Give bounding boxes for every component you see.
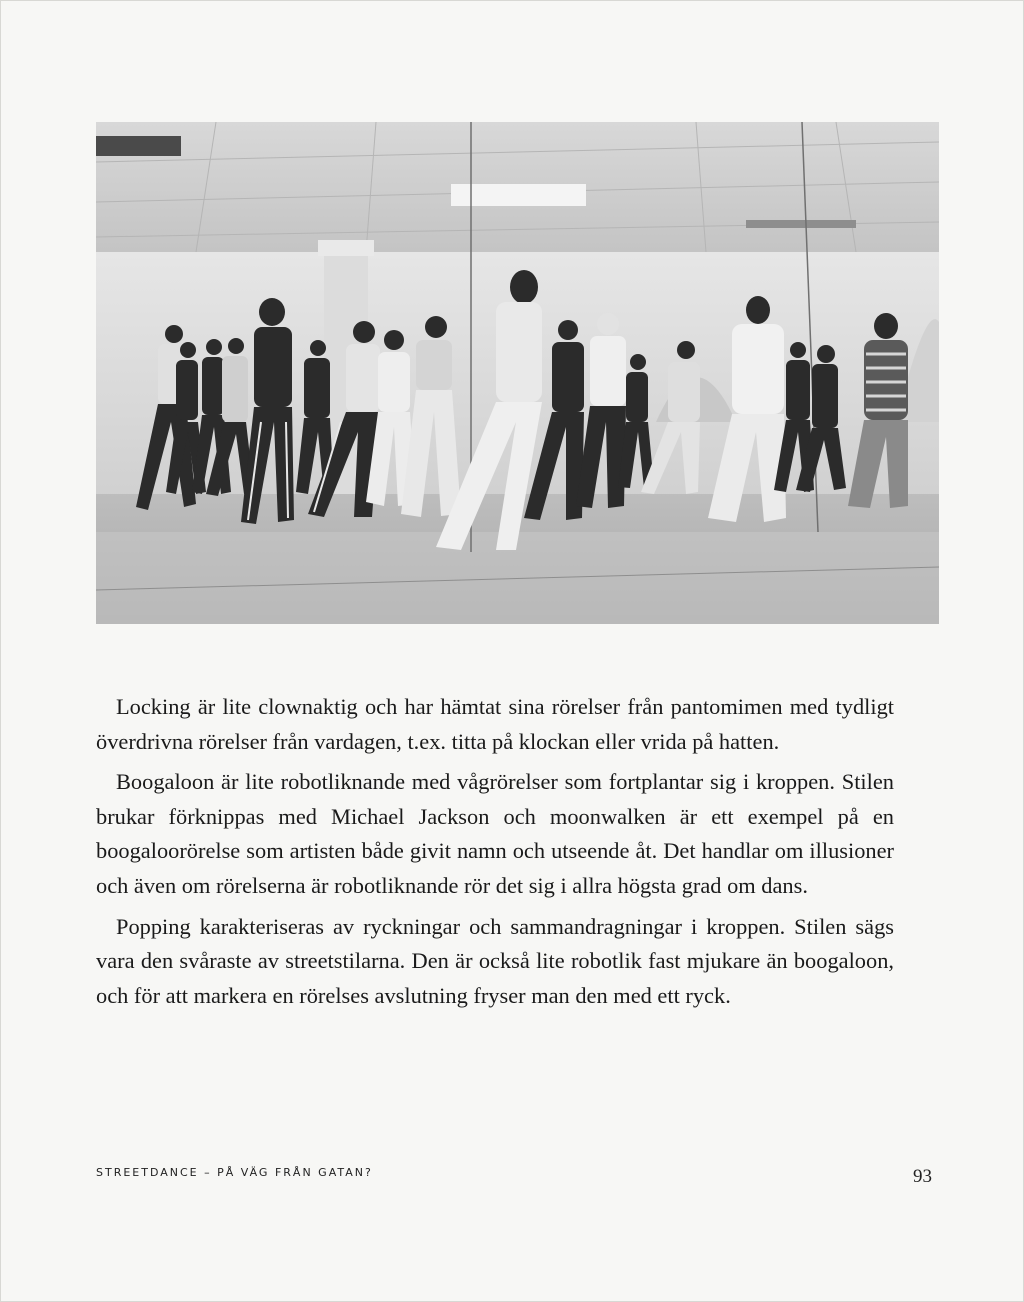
- article-body: [96, 690, 894, 1019]
- page-number: 93: [913, 1166, 932, 1187]
- paragraph-popping: Popping karakteriseras av ryckningar och sammandragningar i kroppen. Stilen sägs vara den svåraste av streetstilarna. Den är också lite robotlik fast mjukare än boogaloon, och för att markera en rörelses avslutning fryser man den med ett ryck.: [96, 913, 894, 1008]
- dance-class-photo: [96, 122, 939, 624]
- running-footer-title: STREETDANCE – PÅ VÄG FRÅN GATAN?: [96, 1166, 373, 1179]
- paragraph-locking: Locking är lite clownaktig och har hämtat sina rörelser från pantomimen med tydligt överdrivna rörelser från vardagen, t.ex. titta på klockan eller vrida på hatten.: [96, 694, 894, 754]
- paragraph-boogaloo: Boogaloon är lite robotliknande med vågrörelser som fortplantar sig i kroppen. Stilen brukar förknippas med Michael Jackson och moonwalken är ett exempel på en boogaloorörelse som artisten både givit namn och utseende åt. Det handlar om illusioner och även om rörelserna är robotliknande rör det sig i allra högsta grad om dans.: [96, 769, 894, 898]
